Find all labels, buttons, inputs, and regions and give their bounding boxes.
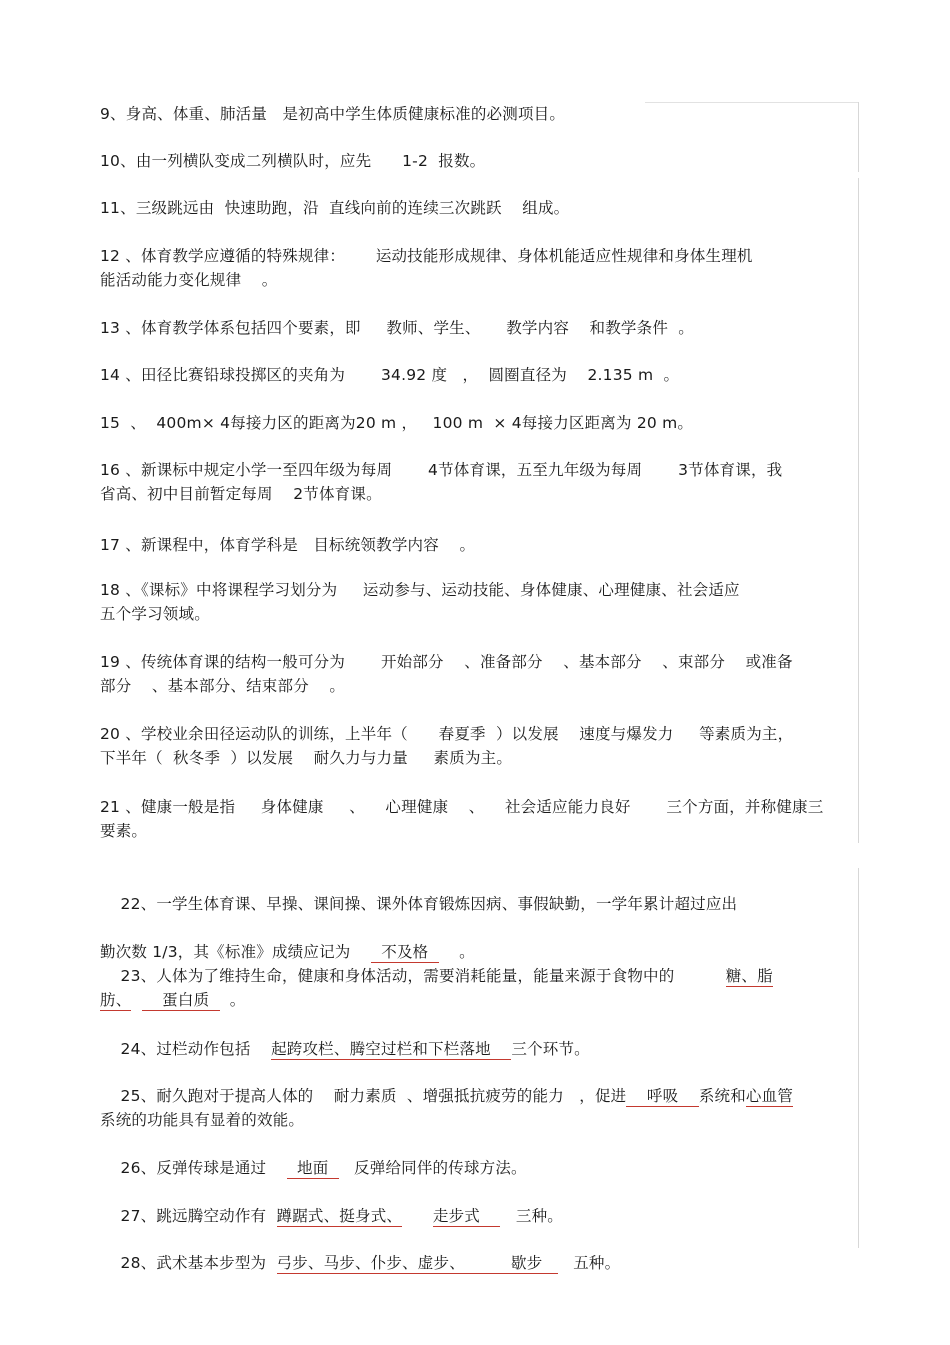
question-27-spacer (402, 1207, 433, 1225)
answer-blank-25b: 心血管 (745, 1087, 794, 1105)
question-11: 11、三级跳远由 快速助跑，沿 直线向前的连续三次跳跃 组成。 (100, 199, 570, 217)
question-16: 16 、新课标中规定小学一至四年级为每周 4节体育课，五至九年级为每周 3节体育课，我 省高、初中目前暂定每周 2节体育课。 (100, 461, 783, 503)
question-27-end: 三种。 (500, 1207, 563, 1225)
question-26-text: 26、反弹传球是通过 (120, 1159, 287, 1177)
answer-blank-24: 起跨攻栏、腾空过栏和下栏落地 (271, 1040, 512, 1058)
answer-blank-22: 不及格 (370, 943, 439, 961)
question-22-end: 。 (438, 943, 475, 961)
scan-edge-right-lower (858, 868, 859, 1248)
question-19: 19 、传统体育课的结构一般可分为 开始部分 、准备部分 、基本部分 、束部分 或准备 部分 、基本部分、结束部分 。 (100, 653, 793, 695)
answer-blank-27b: 走步式 (432, 1207, 501, 1225)
question-14: 14 、田径比赛铅球投掷区的夹角为 34.92 度 ， 圆圈直径为 2.135 m 。 (100, 366, 680, 384)
question-27-text: 27、跳远腾空动作有 (120, 1207, 277, 1225)
question-23-text: 23、人体为了维持生命，健康和身体活动，需要消耗能量，能量来源于食物中的 (120, 967, 726, 985)
question-22-line2: 勤次数 1/3，其《标准》成绩应记为 (100, 943, 371, 961)
question-13: 13 、体育教学体系包括四个要素，即 教师、学生、 教学内容 和教学条件 。 (100, 319, 694, 337)
answer-blank-23c: 蛋白质 (141, 991, 220, 1009)
question-17: 17 、新课程中，体育学科是 目标统领教学内容 。 (100, 536, 476, 554)
question-10: 10、由一列横队变成二列横队时，应先 1-2 报数。 (100, 152, 486, 170)
question-25-text: 25、耐久跑对于提高人体的 耐力素质 、增强抵抗疲劳的能力 ，促进 (120, 1087, 627, 1105)
question-25-mid: 系统和 (698, 1087, 746, 1105)
question-25-line2: 系统的功能具有显着的效能。 (100, 1111, 305, 1129)
scan-edge-right-middle (858, 178, 859, 843)
answer-blank-23a: 糖、脂 (725, 967, 773, 985)
answer-blank-25a: 呼吸 (626, 1087, 699, 1105)
question-28-end: 五种。 (557, 1254, 621, 1272)
question-12: 12 、体育教学应遵循的特殊规律： 运动技能形成规律、身体机能适应性规律和身体生理机 能活动能力变化规律 。 (100, 247, 753, 289)
question-18: 18 、《课标》中将课程学习划分为 运动参与、运动技能、身体健康、心理健康、社会适应 五个学习领域。 (100, 581, 740, 623)
question-20: 20 、学校业余田径运动队的训练，上半年（ 春夏季 ）以发展 速度与爆发力 等素质为主， 下半年（ 秋冬季 ）以发展 耐久力与力量 素质为主。 (100, 725, 794, 767)
question-23-end: 。 (219, 991, 246, 1009)
question-9: 9、身高、体重、肺活量 是初高中学生体质健康标准的必测项目。 (100, 105, 566, 123)
question-28 (100, 1227, 852, 1299)
question-23-spacer (131, 991, 141, 1009)
scan-edge-right-upper (858, 102, 859, 172)
question-28-text: 28、武术基本步型为 (120, 1254, 277, 1272)
question-22-line1: 22、一学生体育课、早操、课间操、课外体育锻炼因病、事假缺勤，一学年累计超过应出 (120, 895, 738, 913)
answer-blank-28: 弓步、马步、仆步、虚步、 歇步 (276, 1254, 558, 1272)
question-24-text: 24、过栏动作包括 (120, 1040, 272, 1058)
answer-blank-23b: 肪、 (100, 991, 132, 1009)
question-21: 21 、健康一般是指 身体健康 、 心理健康 、 社会适应能力良好 三个方面，并称健康三 要素。 (100, 798, 824, 840)
answer-blank-26: 地面 (286, 1159, 339, 1177)
question-26-end: 反弹给同伴的传球方法。 (338, 1159, 527, 1177)
answer-blank-27a: 蹲踞式、挺身式、 (276, 1207, 403, 1225)
question-24-end: 三个环节。 (511, 1040, 590, 1058)
question-15: 15 、 400m× 4每接力区的距离为20 m ， 100 m × 4每接力区距离为 20 m。 (100, 414, 694, 432)
